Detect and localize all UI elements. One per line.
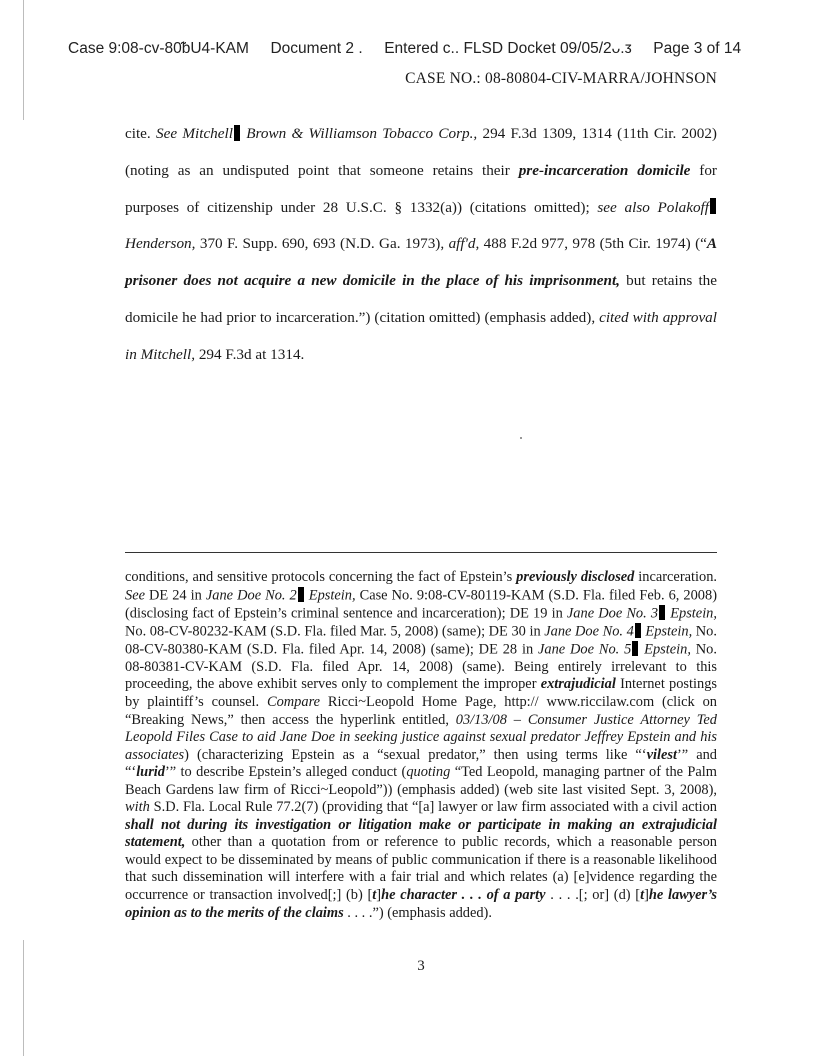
- text-run: “Ted Leopold, managing partner of the Palm Beach Gardens law firm of Ricci~Leopold”)) (emphasis added) (web site last visited Sept. 3, 2008),: [125, 764, 717, 798]
- emphasis-text: shall not during its investigation or litigation make or participate in making an extrajudicial statement,: [125, 816, 717, 851]
- text-run: conditions, and sensitive protocols concerning the fact of Epstein’s: [125, 569, 517, 585]
- case-name: see also Polakoff: [597, 198, 709, 216]
- scan-edge-line: [23, 0, 24, 120]
- redaction-bar: [710, 198, 716, 214]
- case-name: Jane Doe No. 4: [544, 623, 634, 640]
- redaction-bar: [635, 623, 641, 638]
- text-run: ]: [376, 886, 382, 903]
- text-run: ’” to describe Epstein’s alleged conduct (: [164, 764, 407, 781]
- case-name: Epstein,: [639, 641, 691, 658]
- text-run: for purposes of citizenship under 28 U.S.C. § 1332(a)) (citations omitted);: [125, 161, 717, 216]
- emphasis-text: previously disclosed: [516, 569, 635, 585]
- text-run: incarceration.: [634, 569, 717, 585]
- text-run: No. 08-80381-CV-KAM (S.D. Fla. filed Apr. 14, 2008) (same). Being entirely irrelevant to this proceeding, the above exhibit serves only to complement the improper: [125, 641, 717, 693]
- text-run: but retains the domicile he had prior to incarceration.”) (citation omitted) (emphasis added),: [125, 272, 717, 326]
- footnote-text: [125, 569, 717, 922]
- hyperlink-title: 03/13/08 – Consumer Justice Attorney Ted Leopold Files Case to aid Jane Doe in seeking justice against sexual predator Jeffrey Epstein and his associates: [125, 711, 718, 763]
- case-name: Jane Doe No. 3: [566, 605, 659, 622]
- ecf-header: [68, 40, 768, 58]
- emphasis-text: he lawyer’s opinion as to the merits of the claims: [125, 886, 718, 921]
- case-name: Brown & Williamson Tobacco Corp.,: [240, 125, 478, 142]
- redaction-bar: [234, 125, 240, 141]
- text-run: ]: [644, 886, 649, 903]
- text-run: DE 24 in: [144, 587, 206, 604]
- citation-signal: quoting: [406, 764, 451, 781]
- running-head: CASE NO.: 08-80804-CIV-MARRA/JOHNSON: [405, 70, 717, 87]
- text-run: ’” and “‘: [125, 746, 717, 781]
- text-run: 370 F. Supp. 690, 693 (N.D. Ga. 1973),: [195, 235, 449, 253]
- main-paragraph: [125, 116, 717, 374]
- case-name: Jane Doe No. 2: [205, 587, 297, 604]
- case-name: Henderson,: [125, 235, 196, 253]
- footnote-separator: [125, 552, 717, 553]
- case-name: See Mitchell: [156, 125, 233, 142]
- emphasis-text: vilest: [646, 746, 677, 763]
- case-name: Epstein,: [666, 605, 717, 622]
- citation-signal: cited with approval in Mitchell,: [125, 308, 717, 363]
- scan-speck: [520, 437, 522, 439]
- header-page: Page 3 of 14: [653, 40, 742, 57]
- citation-signal: aff'd,: [448, 235, 480, 253]
- text-run: 488 F.2d 977, 978 (5th Cir. 1974) (“: [479, 235, 707, 253]
- redaction-bar: [659, 605, 665, 620]
- text-run: Ricci~Leopold Home Page, http:// www.riccilaw.com (click on “Breaking News,” then access the hyperlink entitled,: [125, 693, 717, 728]
- text-run: 294 F.3d at 1314.: [195, 345, 305, 363]
- header-entered: Entered ᴄ.. FLSD Docket 09/05/2ᴗ.ᴣ: [384, 40, 632, 57]
- emphasis-text: lurid: [136, 764, 165, 781]
- emphasis-text: A prisoner does not acquire a new domicile in the place of his imprisonment,: [125, 235, 718, 290]
- text-run: ) (characterizing Epstein as a “sexual predator,” then using terms like “‘: [184, 746, 647, 763]
- page-number: 3: [417, 958, 425, 974]
- text-run: . . . .”) (emphasis added).: [343, 904, 492, 921]
- header-case-number: Case 9:08-cv-80ᵬU4-KAM: [68, 40, 249, 57]
- emphasis-text: extrajudicial: [540, 676, 616, 693]
- text-run: 294 F.3d 1309, 1314 (11th Cir. 2002) (noting as an undisputed point that someone retains their: [125, 125, 717, 179]
- text-run: Internet postings by plaintiff’s counsel.: [125, 676, 717, 710]
- emphasis-text: he character . . . of a party: [381, 886, 546, 903]
- citation-signal: Compare: [267, 693, 321, 710]
- case-name: Jane Doe No. 5: [538, 641, 632, 658]
- text-run: other than a quotation from or reference to public records, which a reasonable person would expect to be disseminated by means of public communication if there is a reasonable likelihood that such dissemination will interfere with a fair trial and which relates (a) [e]vidence regarding the occurrence or transaction involved[;] (b) [: [125, 834, 717, 903]
- text-run: . . . .[; or] (d) [: [545, 886, 641, 903]
- header-document: Document 2 .: [270, 40, 363, 57]
- text-run: Case No. 9:08-CV-80119-KAM (S.D. Fla. filed Feb. 6, 2008) (disclosing fact of Epstein’s criminal sentence and incarceration); DE 19 in: [125, 587, 717, 622]
- citation-signal: with: [125, 799, 150, 816]
- redaction-bar: [298, 587, 304, 602]
- emphasis-text: t: [372, 886, 377, 903]
- emphasis-text: pre-incarceration domicile: [518, 161, 691, 179]
- emphasis-text: t: [640, 886, 645, 903]
- case-name: Epstein,: [641, 623, 693, 640]
- citation-signal: See: [125, 587, 145, 604]
- case-name: Epstein,: [304, 587, 356, 604]
- text-run: S.D. Fla. Local Rule 77.2(7) (providing that “[a] lawyer or law firm associated with a civil action: [149, 799, 717, 816]
- redaction-bar: [632, 641, 638, 656]
- text-run: cite.: [125, 125, 156, 142]
- text-run: No. 08-CV-80232-KAM (S.D. Fla. filed Mar. 5, 2008) (same); DE 30 in: [125, 623, 545, 640]
- text-run: No. 08-CV-80380-KAM (S.D. Fla. filed Apr. 14, 2008) (same); DE 28 in: [125, 623, 717, 658]
